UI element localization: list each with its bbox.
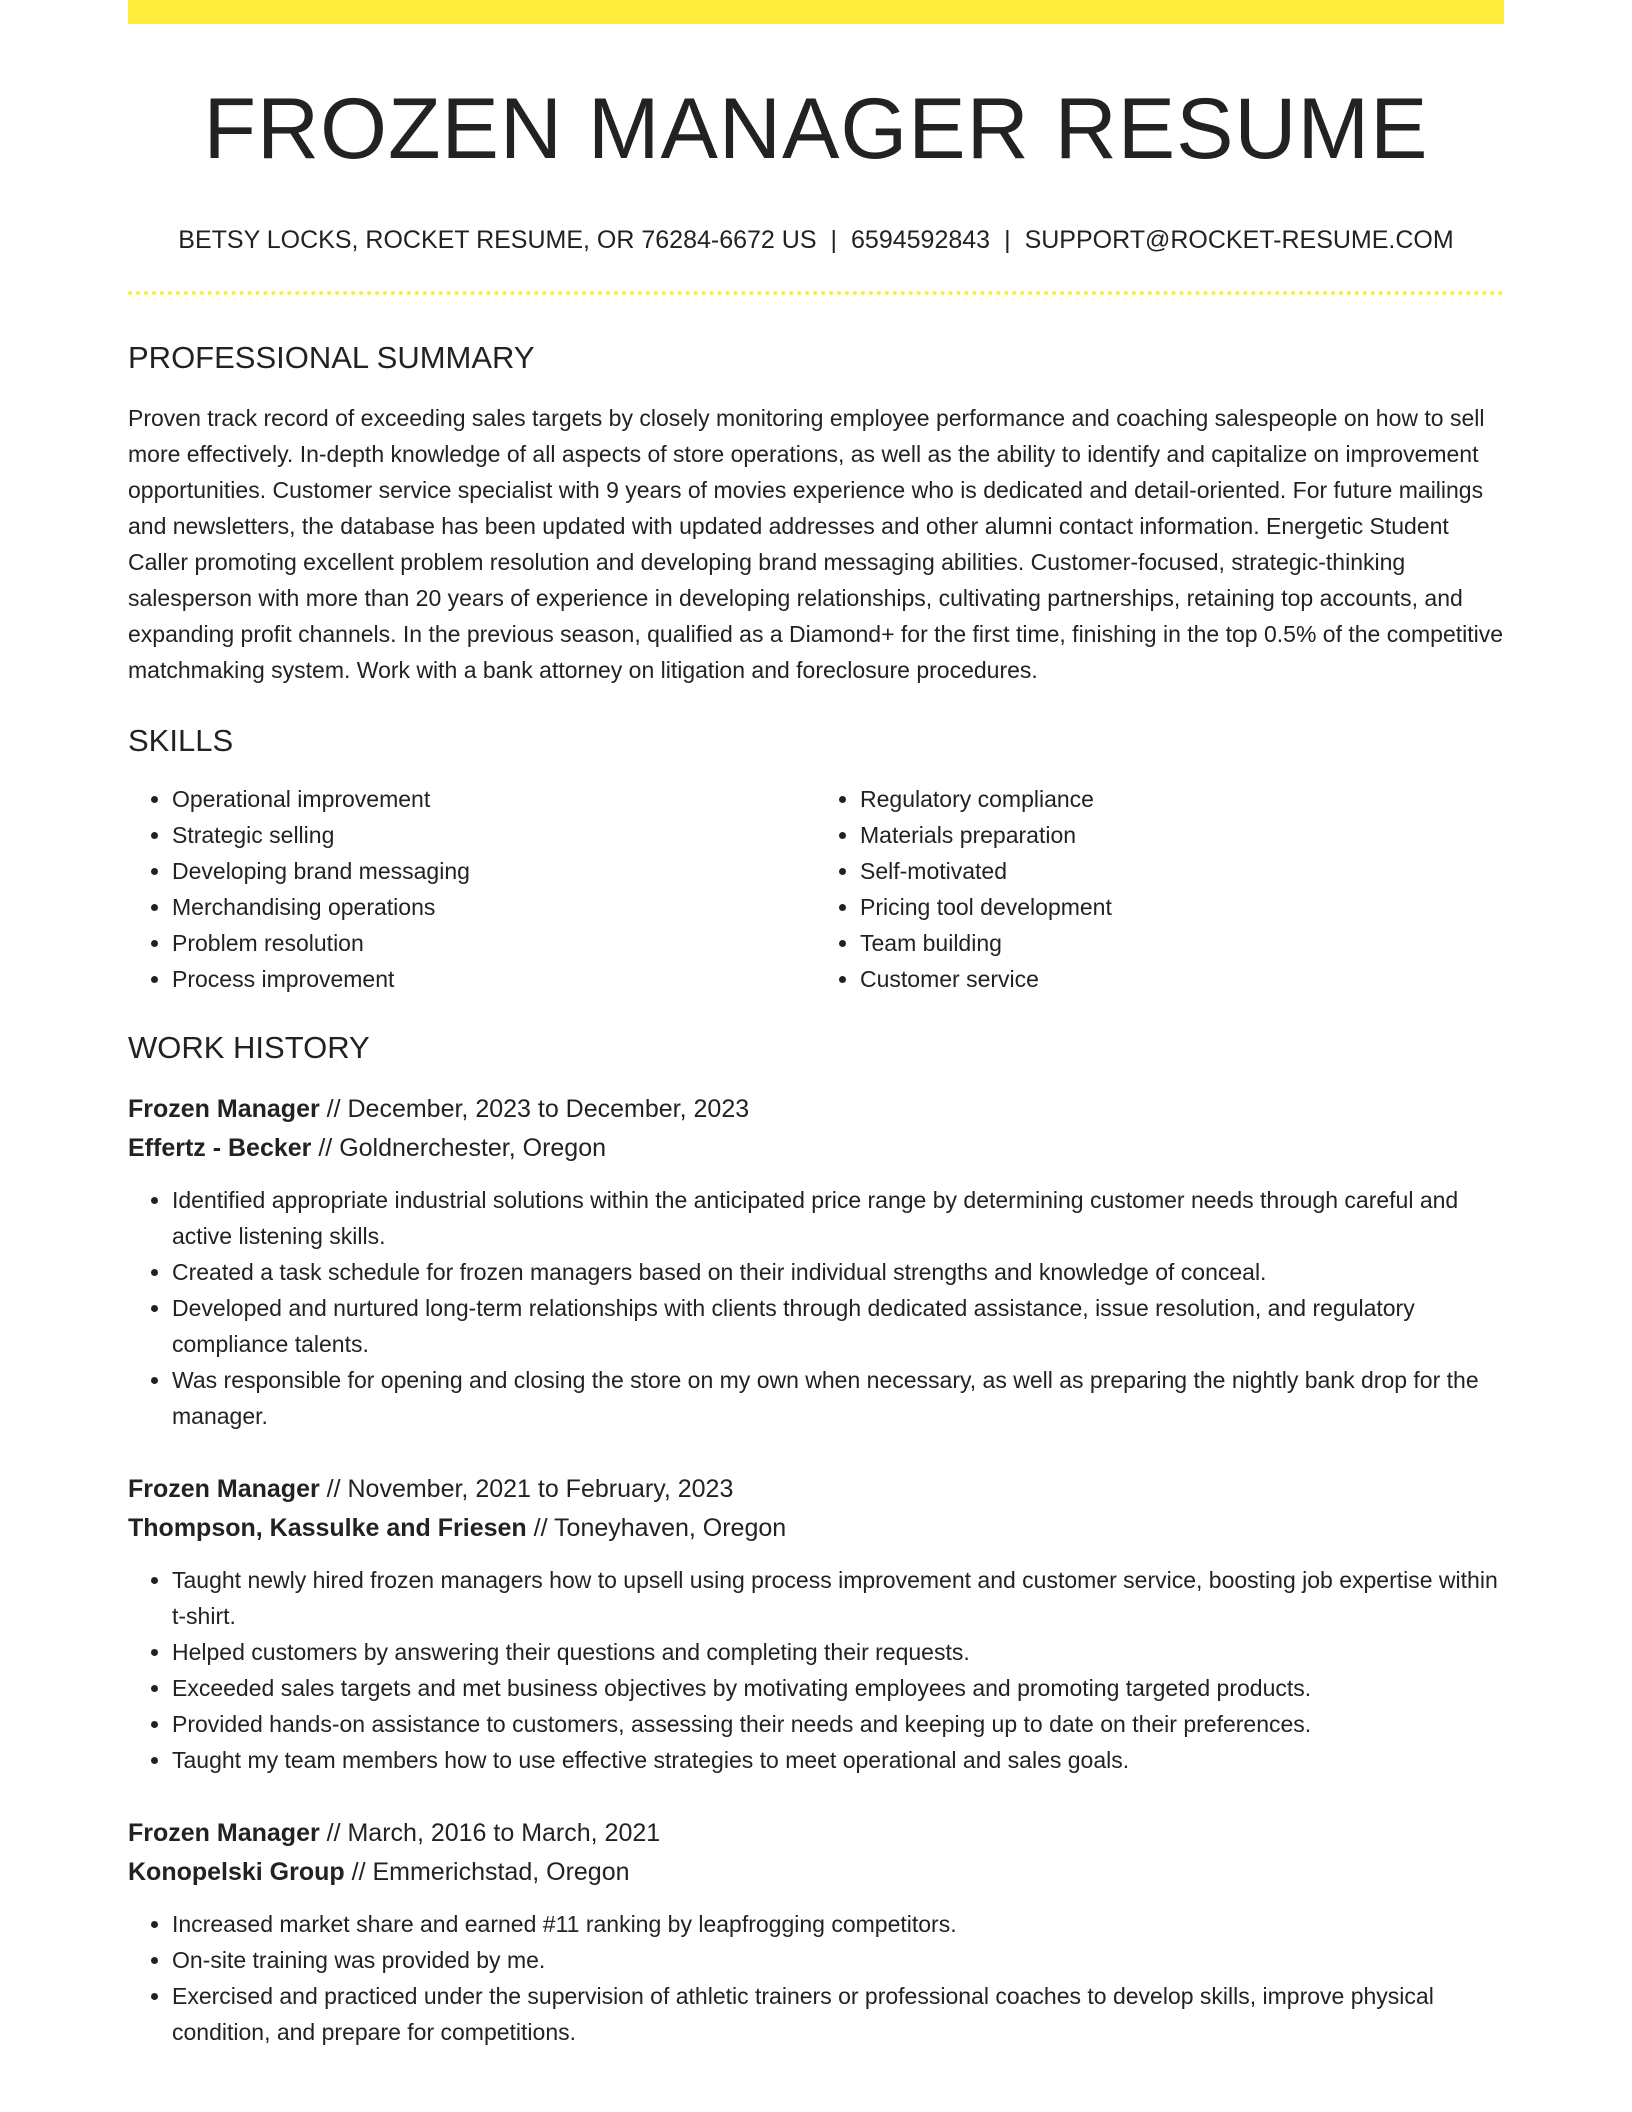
- contact-separator: |: [830, 225, 838, 254]
- job-dates: // December, 2023 to December, 2023: [319, 1095, 750, 1124]
- skill-item: • Operational improvement: [172, 781, 816, 817]
- skill-item: • Self-motivated: [860, 853, 1504, 889]
- job-company-line: [128, 1853, 1504, 1892]
- job-company: Konopelski Group: [128, 1858, 345, 1887]
- job-bullet: • Helped customers by answering their questions and completing their requests.: [172, 1634, 1504, 1670]
- skill-item: • Developing brand messaging: [172, 853, 816, 889]
- accent-bar: [128, 0, 1504, 24]
- job-role-line: [128, 1814, 1504, 1853]
- resume-title: FROZEN MANAGER RESUME: [203, 81, 1429, 177]
- job-company: Effertz - Becker: [128, 1134, 312, 1163]
- job-location: // Goldnerchester, Oregon: [311, 1134, 607, 1163]
- contact-address: BETSY LOCKS, ROCKET RESUME, OR 76284-6672 US: [178, 225, 817, 254]
- skill-item: • Process improvement: [172, 961, 816, 997]
- job-bullet: • Taught my team members how to use effective strategies to meet operational and sales goals.: [172, 1742, 1504, 1778]
- job-entry: [128, 1814, 1504, 2050]
- job-bullet: • Provided hands-on assistance to customers, assessing their needs and keeping up to date on their preferences.: [172, 1706, 1504, 1742]
- job-company: Thompson, Kassulke and Friesen: [128, 1514, 527, 1543]
- job-role-line: [128, 1470, 1504, 1509]
- contact-line: [128, 225, 1504, 255]
- skill-item: • Problem resolution: [172, 925, 816, 961]
- skill-item: • Strategic selling: [172, 817, 816, 853]
- job-dates: // November, 2021 to February, 2023: [319, 1475, 734, 1504]
- job-company-line: [128, 1509, 1504, 1548]
- skill-item: • Merchandising operations: [172, 889, 816, 925]
- skill-item: • Team building: [860, 925, 1504, 961]
- job-bullet: • Exceeded sales targets and met business objectives by motivating employees and promoting targeted products.: [172, 1670, 1504, 1706]
- job-location: // Toneyhaven, Oregon: [526, 1514, 787, 1543]
- contact-phone: 6594592843: [851, 225, 991, 254]
- skill-item: • Customer service: [860, 961, 1504, 997]
- skills-list-left: [128, 781, 816, 997]
- job-bullet: • Increased market share and earned #11 ranking by leapfrogging competitors.: [172, 1906, 1504, 1942]
- contact-separator: |: [1004, 225, 1011, 254]
- work-history-heading: WORK HISTORY: [128, 1029, 370, 1065]
- skills-heading: SKILLS: [128, 722, 234, 758]
- job-entry: [128, 1470, 1504, 1778]
- job-role: Frozen Manager: [128, 1819, 320, 1848]
- summary-heading: PROFESSIONAL SUMMARY: [128, 339, 535, 375]
- job-company-line: [128, 1129, 1504, 1168]
- job-bullet: • Developed and nurtured long-term relationships with clients through dedicated assistance, issue resolution, and regulatory compliance talents.: [172, 1290, 1504, 1362]
- job-role: Frozen Manager: [128, 1095, 320, 1124]
- job-bullet: • On-site training was provided by me.: [172, 1942, 1504, 1978]
- job-bullets: [128, 1182, 1504, 1434]
- job-bullet: • Identified appropriate industrial solutions within the anticipated price range by determining customer needs through careful and active listening skills.: [172, 1182, 1504, 1254]
- header-divider: [128, 291, 1504, 295]
- skills-list-right: [816, 781, 1504, 997]
- job-entry: [128, 1090, 1504, 1434]
- job-bullet: • Exercised and practiced under the supervision of athletic trainers or professional coaches to develop skills, improve physical condition, and prepare for competitions.: [172, 1978, 1504, 2050]
- job-dates: // March, 2016 to March, 2021: [319, 1819, 661, 1848]
- job-bullet: • Taught newly hired frozen managers how to upsell using process improvement and customer service, boosting job expertise within t-shirt.: [172, 1562, 1504, 1634]
- contact-email: SUPPORT@ROCKET-RESUME.COM: [1024, 225, 1454, 254]
- job-role-line: [128, 1090, 1504, 1129]
- job-bullet: • Was responsible for opening and closing the store on my own when necessary, as well as preparing the nightly bank drop for the manager.: [172, 1362, 1504, 1434]
- resume-page: [128, 0, 1504, 2050]
- job-role: Frozen Manager: [128, 1475, 320, 1504]
- job-bullet: • Created a task schedule for frozen managers based on their individual strengths and knowledge of conceal.: [172, 1254, 1504, 1290]
- skill-item: • Pricing tool development: [860, 889, 1504, 925]
- skills-grid: [128, 781, 1504, 997]
- summary-text: Proven track record of exceeding sales targets by closely monitoring employee performance and coaching salespeople on how to sell more effectively. In-depth knowledge of all aspects of store operations, as well as the ability to identify and capitalize on improvement opportunities. Customer service specialist with 9 years of movies experience who is dedicated and detail-oriented. For future mailings and newsletters, the database has been updated with updated addresses and other alumni contact information. Energetic Student Caller promoting excellent problem resolution and developing brand messaging abilities. Customer-focused, strategic-thinking salesperson with more than 20 years of experience in developing relationships, cultivating partnerships, retaining top accounts, and expanding profit channels. In the previous season, qualified as a Diamond+ for the first time, finishing in the top 0.5% of the competitive matchmaking system. Work with a bank attorney on litigation and foreclosure procedures.: [128, 404, 1504, 683]
- skill-item: • Materials preparation: [860, 817, 1504, 853]
- skill-item: • Regulatory compliance: [860, 781, 1504, 817]
- job-bullets: [128, 1906, 1504, 2050]
- job-bullets: [128, 1562, 1504, 1778]
- job-location: // Emmerichstad, Oregon: [344, 1858, 630, 1887]
